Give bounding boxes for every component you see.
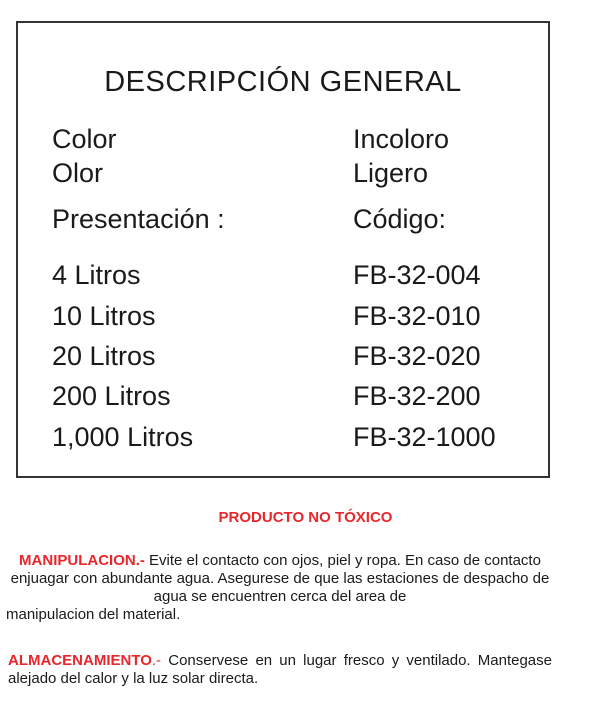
product-code: FB-32-010: [353, 301, 481, 331]
handling-text-last-line: manipulacion del material.: [6, 606, 181, 623]
handling-text: Evite el contacto con ojos, piel y ropa. En caso de contacto enjuagar con abundante agua. Asegurese de que las estaciones de despacho de agua se encuentren cerca del area de: [10, 552, 550, 605]
presentation-size: 200 Litros: [52, 381, 171, 411]
handling-paragraph: [8, 552, 552, 624]
general-description-box: [16, 21, 550, 478]
storage-separator: .-: [151, 652, 162, 669]
property-value-odor: Ligero: [353, 158, 429, 188]
section-title: DESCRIPCIÓN GENERAL: [104, 66, 462, 98]
product-code: FB-32-1000: [353, 422, 496, 452]
presentation-size: 20 Litros: [52, 341, 156, 371]
presentation-size: 4 Litros: [52, 260, 141, 290]
product-code: FB-32-200: [353, 381, 481, 411]
property-label-odor: Olor: [52, 158, 104, 188]
storage-paragraph: [8, 652, 552, 688]
storage-label: ALMACENAMIENTO: [8, 652, 152, 669]
storage-text: Conservese en un lugar fresco y ventilado. Mantegase alejado del calor y la luz solar directa.: [8, 652, 552, 687]
handling-label: MANIPULACION.-: [19, 552, 145, 569]
presentation-header: Presentación :: [52, 204, 225, 234]
presentation-size: 1,000 Litros: [52, 422, 194, 452]
presentation-size: 10 Litros: [52, 301, 156, 331]
code-header: Código:: [353, 204, 447, 234]
product-code: FB-32-020: [353, 341, 481, 371]
property-label-color: Color: [52, 124, 117, 154]
property-value-color: Incoloro: [353, 124, 450, 154]
product-code: FB-32-004: [353, 260, 481, 290]
non-toxic-notice: PRODUCTO NO TÓXICO: [218, 509, 393, 526]
